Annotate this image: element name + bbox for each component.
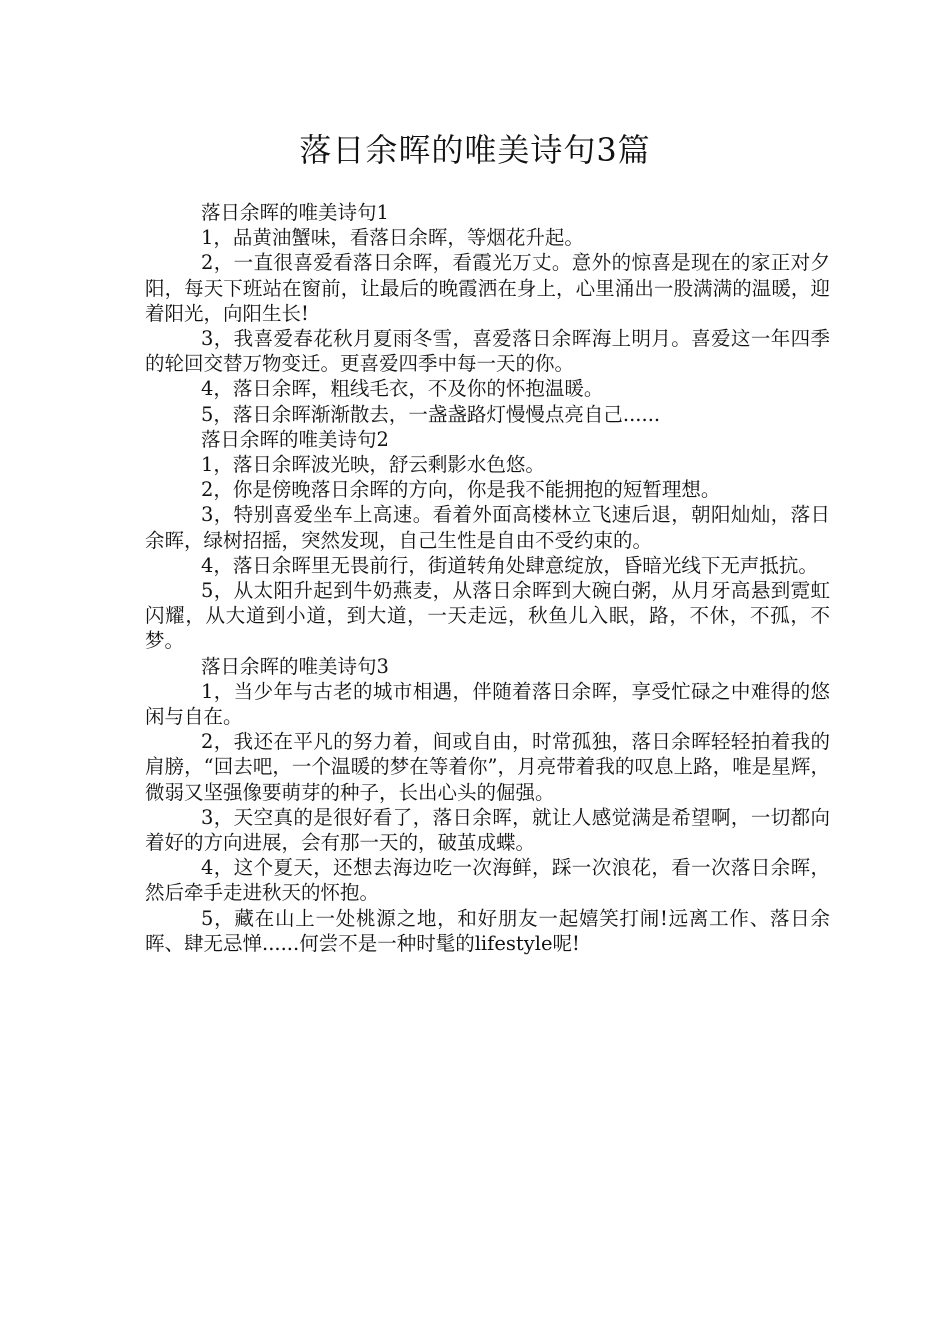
paragraph: 3，天空真的是很好看了，落日余晖，就让人感觉满是希望啊，一切都向着好的方向进展，会有那一天的，破茧成蝶。: [145, 805, 830, 855]
section-heading-2: 落日余晖的唯美诗句2: [201, 427, 389, 451]
paragraph: 2，你是傍晚落日余晖的方向，你是我不能拥抱的短暂理想。: [201, 478, 721, 502]
paragraph: 4，落日余晖，粗线毛衣，不及你的怀抱温暖。: [201, 377, 604, 401]
paragraph: 5，藏在山上一处桃源之地，和好朋友一起嬉笑打闹!远离工作、落日余晖、肆无忌惮......何尝不是一种时髦的lifestyle呢!: [145, 906, 830, 955]
document-title: 落日余晖的唯美诗句3篇: [299, 131, 651, 169]
paragraph: 1，品黄油蟹味，看落日余晖，等烟花升起。: [201, 226, 584, 250]
paragraph: 5，落日余晖渐渐散去，一盏盏路灯慢慢点亮自己......: [201, 402, 661, 426]
paragraph: 3，特别喜爱坐车上高速。看着外面高楼林立飞速后退，朝阳灿灿，落日余晖，绿树招摇，突然发现，自己生性是自由不受约束的。: [145, 503, 830, 552]
section-heading-3: 落日余晖的唯美诗句3: [201, 654, 389, 678]
paragraph: 1，落日余晖波光映，舒云剩影水色悠。: [201, 453, 545, 477]
paragraph: 4，这个夏天，还想去海边吃一次海鲜，踩一次浪花，看一次落日余晖，然后牵手走进秋天的怀抱。: [145, 856, 830, 905]
paragraph: 2，我还在平凡的努力着，间或自由，时常孤独，落日余晖轻轻拍着我的肩膀，“回去吧，一个温暖的梦在等着你”，月亮带着我的叹息上路，唯是星辉，微弱又坚强像要萌芽的种子，长出心头的倔强。: [145, 730, 830, 804]
paragraph: 4，落日余晖里无畏前行，街道转角处肆意绽放，昏暗光线下无声抵抗。: [201, 553, 818, 577]
document-body: [145, 200, 830, 956]
paragraph: 3，我喜爱春花秋月夏雨冬雪，喜爱落日余晖海上明月。喜爱这一年四季的轮回交替万物变迁。更喜爱四季中每一天的你。: [145, 327, 830, 376]
paragraph: 5，从太阳升起到牛奶燕麦，从落日余晖到大碗白粥，从月牙高悬到霓虹闪耀，从大道到小道，到大道，一天走远，秋鱼儿入眠，路，不休，不孤，不梦。: [145, 579, 830, 653]
section-heading-1: 落日余晖的唯美诗句1: [201, 201, 389, 224]
paragraph: 1，当少年与古老的城市相遇，伴随着落日余晖，享受忙碌之中难得的悠闲与自在。: [145, 679, 830, 729]
paragraph: 2，一直很喜爱看落日余晖，看霞光万丈。意外的惊喜是现在的家正对夕阳，每天下班站在窗前，让最后的晚霞洒在身上，心里涌出一股满满的温暖，迎着阳光，向阳生长!: [145, 251, 830, 325]
